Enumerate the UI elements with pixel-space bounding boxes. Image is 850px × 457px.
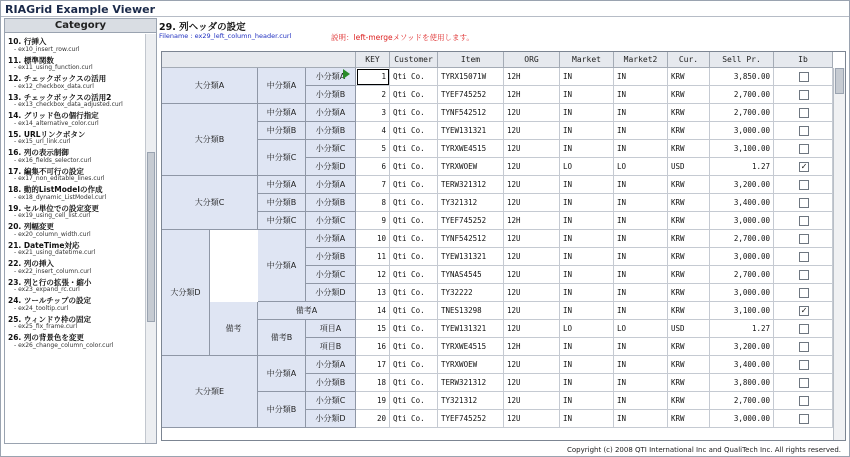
cell-price[interactable]: 2,700.00: [710, 392, 774, 410]
cell-market[interactable]: IN: [560, 194, 614, 212]
cell-item[interactable]: TYNF542512: [438, 104, 504, 122]
category-item-title[interactable]: 16. 列の表示制御: [8, 148, 69, 157]
ib-checkbox[interactable]: [799, 324, 809, 334]
category-item-title[interactable]: 25. ウィンドウ枠の固定: [8, 314, 91, 324]
row-group-header: 小分類A: [306, 356, 356, 374]
cell-item[interactable]: TYRXWOEW: [438, 356, 504, 374]
ib-checkbox[interactable]: [799, 360, 809, 370]
cell-cur[interactable]: KRW: [668, 212, 710, 230]
cell-market[interactable]: LO: [560, 158, 614, 176]
row-group-header: 小分類C: [306, 266, 356, 284]
category-item-title[interactable]: 12. チェックボックスの活用: [8, 74, 107, 83]
ib-checkbox[interactable]: ✓: [799, 162, 809, 172]
cell-org[interactable]: 12U: [504, 230, 560, 248]
category-item-file[interactable]: - ex20_column_width.curl: [14, 230, 91, 238]
ib-checkbox[interactable]: [799, 126, 809, 136]
cell-key[interactable]: 20: [356, 410, 390, 428]
cell-market[interactable]: IN: [560, 86, 614, 104]
cell-market2[interactable]: IN: [614, 86, 668, 104]
cell-price[interactable]: 3,100.00: [710, 140, 774, 158]
cell-org[interactable]: 12U: [504, 410, 560, 428]
row-group-header: 備考: [210, 302, 258, 356]
cell-price[interactable]: 3,400.00: [710, 356, 774, 374]
category-item-file[interactable]: - ex13_checkbox_data_adjusted.curl: [14, 101, 123, 108]
ib-checkbox[interactable]: [799, 198, 809, 208]
cell-price[interactable]: 2,700.00: [710, 266, 774, 284]
cell-price[interactable]: 2,700.00: [710, 230, 774, 248]
category-item-file[interactable]: - ex23_expand_rc.curl: [14, 286, 80, 293]
cell-org[interactable]: 12H: [504, 86, 560, 104]
cell-ib: [774, 284, 833, 302]
ib-checkbox[interactable]: [799, 180, 809, 190]
cell-item[interactable]: TNES13298: [438, 302, 504, 320]
cell-market2[interactable]: IN: [614, 266, 668, 284]
cell-market2[interactable]: IN: [614, 122, 668, 140]
row-group-header: 中分類B: [258, 392, 306, 428]
column-header-customer[interactable]: Customer: [390, 52, 438, 68]
row-group-header: 備考B: [258, 320, 306, 356]
cell-org[interactable]: 12U: [504, 176, 560, 194]
cell-item[interactable]: TYRXWOEW: [438, 158, 504, 176]
data-grid: [161, 51, 846, 441]
category-item-file[interactable]: - ex11_using_function.curl: [14, 64, 93, 71]
category-item-title[interactable]: 22. 列の挿入: [8, 259, 54, 268]
cell-ib: [774, 320, 833, 338]
cell-key[interactable]: 16: [356, 338, 390, 356]
cell-org[interactable]: 12U: [504, 122, 560, 140]
ib-checkbox[interactable]: [799, 252, 809, 262]
cell-customer[interactable]: Qti Co.: [390, 248, 438, 266]
cell-market2[interactable]: IN: [614, 104, 668, 122]
category-item-title[interactable]: 15. URLリンクボタン: [8, 129, 86, 139]
cell-cur[interactable]: KRW: [668, 410, 710, 428]
cell-price[interactable]: 2,700.00: [710, 86, 774, 104]
column-header-market[interactable]: Market: [560, 52, 614, 68]
cell-key[interactable]: 13: [356, 284, 390, 302]
row-group-header: 小分類A: [306, 176, 356, 194]
cell-market2[interactable]: IN: [614, 194, 668, 212]
cell-key[interactable]: 3: [356, 104, 390, 122]
cell-customer[interactable]: Qti Co.: [390, 392, 438, 410]
sidebar-scroll-thumb[interactable]: [147, 152, 155, 322]
window-title: RIAGrid Example Viewer: [1, 1, 849, 17]
description-label: 説明：left-mergeメソッドを使用します。: [331, 33, 474, 42]
cell-org[interactable]: 12U: [504, 302, 560, 320]
row-pointer-icon: [343, 69, 350, 79]
row-group-header: 中分類C: [258, 140, 306, 176]
cell-market[interactable]: IN: [560, 356, 614, 374]
row-group-header: 小分類D: [306, 158, 356, 176]
cell-org[interactable]: 12U: [504, 320, 560, 338]
cell-item[interactable]: TYRXWE4515: [438, 338, 504, 356]
grid-vertical-scrollbar[interactable]: [833, 68, 845, 441]
cell-market[interactable]: IN: [560, 338, 614, 356]
cell-market2[interactable]: IN: [614, 176, 668, 194]
cell-ib: [774, 212, 833, 230]
category-item-title[interactable]: 13. チェックボックスの活用2: [8, 92, 112, 102]
category-header: Category: [5, 19, 156, 33]
cell-market2[interactable]: IN: [614, 140, 668, 158]
cell-market2[interactable]: IN: [614, 410, 668, 428]
row-group-header: 小分類D: [306, 284, 356, 302]
cell-cur[interactable]: KRW: [668, 302, 710, 320]
cell-market[interactable]: IN: [560, 302, 614, 320]
cell-customer[interactable]: Qti Co.: [390, 194, 438, 212]
cell-ib: [774, 338, 833, 356]
cell-ib: [774, 68, 833, 86]
row-group-header: 中分類B: [258, 122, 306, 140]
column-header-org[interactable]: ORG: [504, 52, 560, 68]
cell-key[interactable]: 17: [356, 356, 390, 374]
cell-item[interactable]: TYRXWE4515: [438, 140, 504, 158]
cell-org[interactable]: 12U: [504, 194, 560, 212]
category-item-title[interactable]: 18. 動的ListModelの作成: [8, 185, 103, 194]
cell-ib: [774, 194, 833, 212]
row-group-header: 中分類A: [258, 104, 306, 122]
cell-ib: [774, 86, 833, 104]
cell-org[interactable]: 12U: [504, 140, 560, 158]
cell-market2[interactable]: IN: [614, 356, 668, 374]
cell-cur[interactable]: KRW: [668, 284, 710, 302]
cell-market[interactable]: IN: [560, 230, 614, 248]
cell-market2[interactable]: LO: [614, 320, 668, 338]
row-group-header: 中分類B: [258, 194, 306, 212]
cell-cur[interactable]: KRW: [668, 86, 710, 104]
cell-cur[interactable]: KRW: [668, 68, 710, 86]
category-item-file[interactable]: - ex15_url_link.curl: [14, 138, 71, 145]
column-header-cur[interactable]: Cur.: [668, 52, 710, 68]
category-item-title[interactable]: 23. 列と行の拡張・縮小: [8, 277, 92, 287]
cell-cur[interactable]: KRW: [668, 266, 710, 284]
cell-market2[interactable]: IN: [614, 248, 668, 266]
cell-customer[interactable]: Qti Co.: [390, 212, 438, 230]
row-group-header: 小分類C: [306, 212, 356, 230]
category-item-file[interactable]: - ex25_fix_frame.curl: [14, 323, 78, 330]
row-group-header: 大分類E: [162, 356, 258, 428]
category-item-title[interactable]: 10. 行挿入: [8, 37, 47, 46]
ib-checkbox[interactable]: [799, 342, 809, 352]
cell-market2[interactable]: IN: [614, 284, 668, 302]
column-header-item[interactable]: Item: [438, 52, 504, 68]
cell-customer[interactable]: Qti Co.: [390, 86, 438, 104]
cell-key[interactable]: 18: [356, 374, 390, 392]
cell-org[interactable]: 12H: [504, 212, 560, 230]
row-group-header: 項目B: [306, 338, 356, 356]
cell-customer[interactable]: Qti Co.: [390, 410, 438, 428]
copyright-text: Copyright (c) 2008 QTI International Inc and QualiTech Inc. All rights reserved.: [567, 446, 841, 454]
cell-market[interactable]: IN: [560, 410, 614, 428]
cell-key[interactable]: 10: [356, 230, 390, 248]
ib-checkbox[interactable]: [799, 72, 809, 82]
ib-checkbox[interactable]: ✓: [799, 306, 809, 316]
cell-customer[interactable]: Qti Co.: [390, 140, 438, 158]
category-item-file[interactable]: - ex19_using_cell_list.curl: [14, 212, 91, 219]
cell-ib: [774, 104, 833, 122]
cell-ib: [774, 140, 833, 158]
cell-market2[interactable]: IN: [614, 68, 668, 86]
column-header-sellpr[interactable]: Sell Pr.: [710, 52, 774, 68]
cell-item[interactable]: TYEW131321: [438, 122, 504, 140]
ib-checkbox[interactable]: [799, 414, 809, 424]
category-list: [5, 34, 145, 444]
cell-org[interactable]: 12U: [504, 356, 560, 374]
cell-ib: [774, 356, 833, 374]
cell-market2[interactable]: IN: [614, 374, 668, 392]
cell-ib: [774, 176, 833, 194]
category-item-file[interactable]: - ex26_change_column_color.curl: [14, 341, 114, 349]
row-group-header: 大分類C: [162, 176, 258, 230]
cell-cur[interactable]: KRW: [668, 338, 710, 356]
cell-market2[interactable]: IN: [614, 302, 668, 320]
cell-cur[interactable]: KRW: [668, 140, 710, 158]
cell-customer[interactable]: Qti Co.: [390, 374, 438, 392]
row-group-header: 中分類A: [258, 230, 306, 302]
cell-customer[interactable]: Qti Co.: [390, 104, 438, 122]
cell-market[interactable]: IN: [560, 374, 614, 392]
cell-customer[interactable]: Qti Co.: [390, 320, 438, 338]
category-item-title[interactable]: 20. 列幅変更: [8, 222, 54, 231]
cell-market2[interactable]: IN: [614, 392, 668, 410]
category-item-file[interactable]: - ex17_non_editable_lines.curl: [14, 175, 105, 182]
cell-item[interactable]: TYEF745252: [438, 86, 504, 104]
cell-ib: [774, 266, 833, 284]
cell-customer[interactable]: Qti Co.: [390, 302, 438, 320]
ib-checkbox[interactable]: [799, 270, 809, 280]
cell-item[interactable]: TYNF542512: [438, 230, 504, 248]
cell-org[interactable]: 12U: [504, 248, 560, 266]
cell-key[interactable]: 5: [356, 140, 390, 158]
cell-item[interactable]: TERW321312: [438, 176, 504, 194]
cell-key[interactable]: 19: [356, 392, 390, 410]
category-item-file[interactable]: - ex24_tooltip.curl: [14, 304, 69, 312]
cell-cur[interactable]: KRW: [668, 104, 710, 122]
cell-price[interactable]: 3,800.00: [710, 374, 774, 392]
cell-item[interactable]: TY321312: [438, 392, 504, 410]
cell-ib: [774, 374, 833, 392]
cell-customer[interactable]: Qti Co.: [390, 176, 438, 194]
cell-key[interactable]: 7: [356, 176, 390, 194]
cell-key[interactable]: 11: [356, 248, 390, 266]
category-item-file[interactable]: - ex21_using_datetime.curl: [14, 249, 96, 256]
cell-org[interactable]: 12U: [504, 284, 560, 302]
cell-price[interactable]: 3,000.00: [710, 410, 774, 428]
row-group-header: 小分類B: [306, 374, 356, 392]
cell-customer[interactable]: Qti Co.: [390, 68, 438, 86]
ib-checkbox[interactable]: [799, 108, 809, 118]
cell-cur[interactable]: KRW: [668, 356, 710, 374]
cell-price[interactable]: 3,850.00: [710, 68, 774, 86]
cell-market2[interactable]: IN: [614, 230, 668, 248]
cell-cur[interactable]: KRW: [668, 176, 710, 194]
cell-org[interactable]: 12U: [504, 392, 560, 410]
ib-checkbox[interactable]: [799, 396, 809, 406]
row-group-header: 小分類B: [306, 86, 356, 104]
cell-ib: [774, 122, 833, 140]
cell-cur[interactable]: KRW: [668, 122, 710, 140]
sidebar-scrollbar[interactable]: [145, 34, 156, 444]
cell-item[interactable]: TERW321312: [438, 374, 504, 392]
cell-ib: [774, 158, 833, 176]
grid-scroll-thumb[interactable]: [835, 68, 844, 94]
cell-org[interactable]: 12U: [504, 104, 560, 122]
cell-ib: [774, 230, 833, 248]
cell-market2[interactable]: LO: [614, 158, 668, 176]
cell-item[interactable]: TYNAS4545: [438, 266, 504, 284]
cell-cur[interactable]: KRW: [668, 392, 710, 410]
column-header-ib[interactable]: Ib: [774, 52, 833, 68]
row-group-header: 中分類A: [258, 176, 306, 194]
cell-market[interactable]: IN: [560, 104, 614, 122]
cell-customer[interactable]: Qti Co.: [390, 230, 438, 248]
cell-ib: [774, 302, 833, 320]
cell-price[interactable]: 3,000.00: [710, 122, 774, 140]
cell-org[interactable]: 12U: [504, 158, 560, 176]
cell-customer[interactable]: Qti Co.: [390, 158, 438, 176]
cell-price[interactable]: 3,000.00: [710, 248, 774, 266]
cell-customer[interactable]: Qti Co.: [390, 122, 438, 140]
cell-market[interactable]: IN: [560, 248, 614, 266]
column-header-key[interactable]: KEY: [356, 52, 390, 68]
cell-price[interactable]: 3,400.00: [710, 194, 774, 212]
cell-customer[interactable]: Qti Co.: [390, 284, 438, 302]
cell-item[interactable]: TYEF745252: [438, 410, 504, 428]
cell-price[interactable]: 3,000.00: [710, 212, 774, 230]
row-group-header: 大分類A: [162, 68, 258, 104]
row-group-header: 大分類D: [162, 230, 210, 356]
cell-market2[interactable]: IN: [614, 212, 668, 230]
cell-market[interactable]: IN: [560, 122, 614, 140]
cell-cur[interactable]: KRW: [668, 194, 710, 212]
cell-ib: [774, 392, 833, 410]
cell-price[interactable]: 1.27: [710, 158, 774, 176]
cell-key[interactable]: 9: [356, 212, 390, 230]
row-group-header: 小分類C: [306, 140, 356, 158]
ib-checkbox[interactable]: [799, 144, 809, 154]
category-item-file[interactable]: - ex10_insert_row.curl: [14, 45, 80, 53]
ib-checkbox[interactable]: [799, 378, 809, 388]
row-group-header: 中分類A: [258, 68, 306, 104]
cell-customer[interactable]: Qti Co.: [390, 356, 438, 374]
cell-key[interactable]: 12: [356, 266, 390, 284]
cell-key[interactable]: 8: [356, 194, 390, 212]
category-item-file[interactable]: - ex22_insert_column.curl: [14, 267, 92, 275]
row-group-header: 備考A: [258, 302, 356, 320]
category-item-file[interactable]: - ex16_fields_selector.curl: [14, 156, 92, 164]
category-item-title[interactable]: 26. 列の背景色を変更: [8, 333, 84, 342]
cell-market2[interactable]: IN: [614, 338, 668, 356]
ib-checkbox[interactable]: [799, 288, 809, 298]
row-group-header: 大分類B: [162, 104, 258, 176]
cell-item[interactable]: TYRX15071W: [438, 68, 504, 86]
cell-item[interactable]: TYEF745252: [438, 212, 504, 230]
category-item-file[interactable]: - ex18_dynamic_ListModel.curl: [14, 193, 107, 201]
row-group-header: 小分類A: [306, 104, 356, 122]
page-title: 29. 列ヘッダの設定: [159, 22, 246, 33]
file-name-label: Filename : ex29_left_column_header.curl: [159, 32, 292, 40]
category-item-title[interactable]: 21. DateTime対応: [8, 240, 80, 250]
cell-market[interactable]: IN: [560, 284, 614, 302]
row-group-header: 小分類A: [306, 68, 356, 86]
category-item-title[interactable]: 24. ツールチップの設定: [8, 296, 92, 305]
merged-column-header: [162, 52, 356, 68]
category-item-title[interactable]: 19. セル単位での設定変更: [8, 203, 99, 213]
cell-price[interactable]: 3,100.00: [710, 302, 774, 320]
cell-price[interactable]: 3,200.00: [710, 176, 774, 194]
cell-ib: [774, 248, 833, 266]
cell-key[interactable]: 15: [356, 320, 390, 338]
cell-market[interactable]: LO: [560, 320, 614, 338]
row-group-header: 小分類B: [306, 122, 356, 140]
row-group-header: 小分類D: [306, 410, 356, 428]
category-item-title[interactable]: 11. 標準関数: [8, 55, 54, 65]
cell-item[interactable]: TYEW131321: [438, 248, 504, 266]
cell-key[interactable]: 6: [356, 158, 390, 176]
cell-market[interactable]: IN: [560, 68, 614, 86]
cell-price[interactable]: 1.27: [710, 320, 774, 338]
cell-item[interactable]: TY32222: [438, 284, 504, 302]
ib-checkbox[interactable]: [799, 216, 809, 226]
ib-checkbox[interactable]: [799, 90, 809, 100]
row-group-header: 小分類B: [306, 248, 356, 266]
cell-org[interactable]: 12U: [504, 374, 560, 392]
cell-customer[interactable]: Qti Co.: [390, 338, 438, 356]
column-header-market2[interactable]: Market2: [614, 52, 668, 68]
row-group-header: 項目A: [306, 320, 356, 338]
row-group-header: 小分類B: [306, 194, 356, 212]
row-group-header: 中分類C: [258, 212, 306, 230]
ib-checkbox[interactable]: [799, 234, 809, 244]
row-group-header: 中分類A: [258, 356, 306, 392]
cell-key[interactable]: 4: [356, 122, 390, 140]
category-item-title[interactable]: 17. 編集不可行の設定: [8, 166, 84, 176]
category-sidebar: [4, 18, 157, 444]
cell-market[interactable]: IN: [560, 266, 614, 284]
cell-market[interactable]: IN: [560, 140, 614, 158]
cell-cur[interactable]: KRW: [668, 374, 710, 392]
cell-market[interactable]: IN: [560, 212, 614, 230]
cell-market[interactable]: IN: [560, 176, 614, 194]
cell-cur[interactable]: KRW: [668, 248, 710, 266]
cell-org[interactable]: 12H: [504, 338, 560, 356]
cell-price[interactable]: 2,700.00: [710, 104, 774, 122]
cell-org[interactable]: 12H: [504, 68, 560, 86]
row-group-header: 小分類A: [306, 230, 356, 248]
row-group-header: 小分類C: [306, 392, 356, 410]
cell-key[interactable]: 2: [356, 86, 390, 104]
cell-cur[interactable]: USD: [668, 158, 710, 176]
cell-price[interactable]: 3,200.00: [710, 338, 774, 356]
cell-key[interactable]: 1: [356, 68, 390, 86]
category-item-file[interactable]: - ex12_checkbox_data.curl: [14, 82, 94, 90]
category-item-file[interactable]: - ex14_alternative_color.curl: [14, 119, 99, 127]
cell-key[interactable]: 14: [356, 302, 390, 320]
cell-item[interactable]: TYEW131321: [438, 320, 504, 338]
cell-ib: [774, 410, 833, 428]
cell-price[interactable]: 3,000.00: [710, 284, 774, 302]
cell-item[interactable]: TY321312: [438, 194, 504, 212]
cell-market[interactable]: IN: [560, 392, 614, 410]
cell-org[interactable]: 12U: [504, 266, 560, 284]
category-item-title[interactable]: 14. グリッド色の個行指定: [8, 111, 99, 120]
cell-customer[interactable]: Qti Co.: [390, 266, 438, 284]
cell-cur[interactable]: KRW: [668, 230, 710, 248]
cell-cur[interactable]: USD: [668, 320, 710, 338]
